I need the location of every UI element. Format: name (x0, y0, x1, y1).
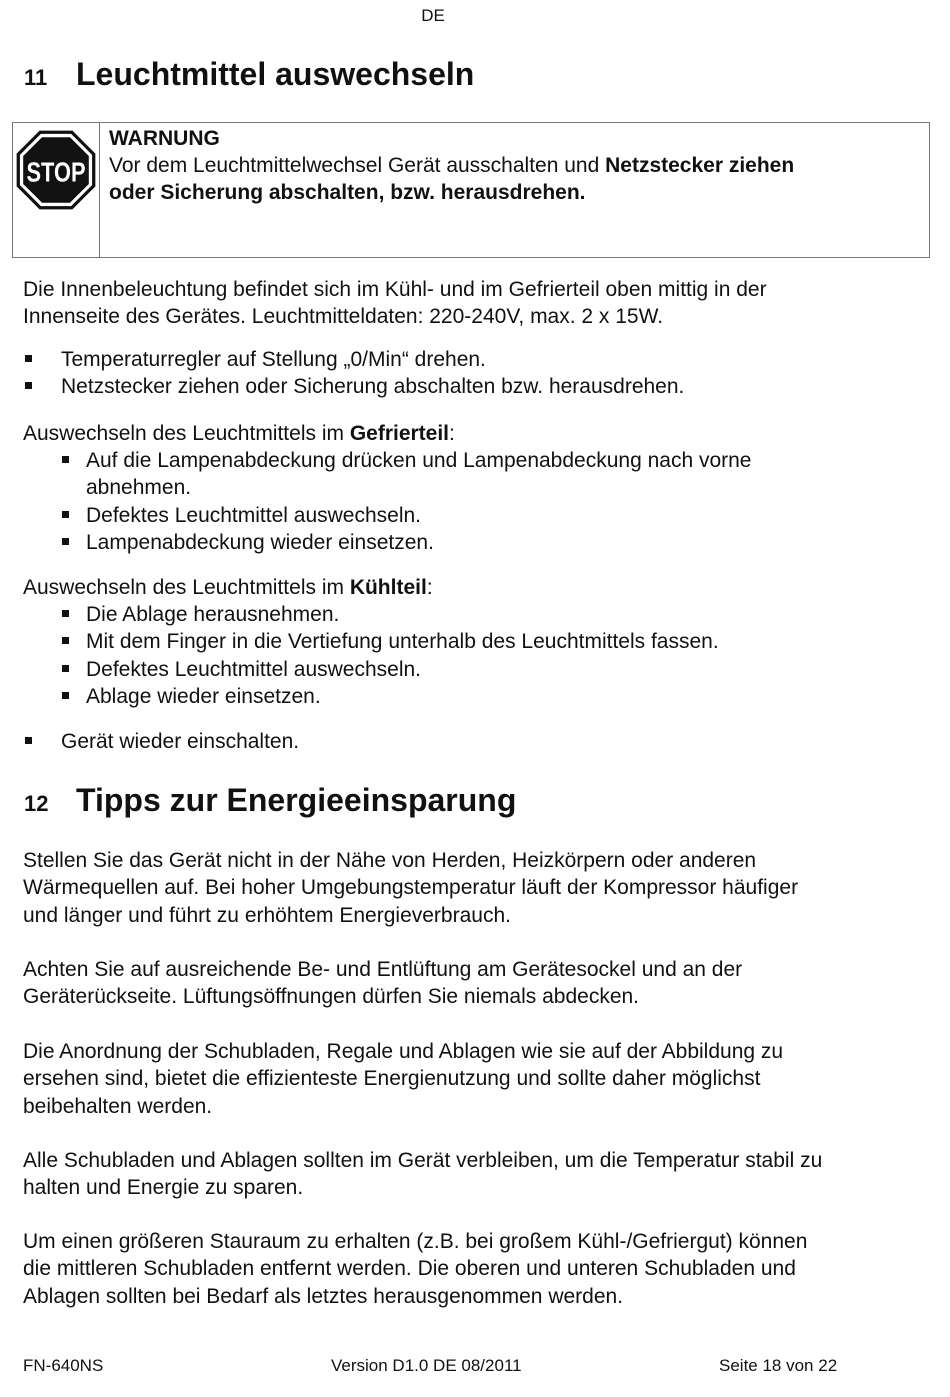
fridge-step-item: Ablage wieder einsetzen. (86, 685, 321, 708)
paragraph-line: ersehen sind, bietet die effizienteste Energienutzung und sollte daher möglichst (23, 1067, 761, 1091)
freezer-heading-suffix: : (449, 422, 455, 445)
bullet-icon (62, 538, 69, 545)
paragraph-line: die mittleren Schubladen entfernt werden. Die oberen und unteren Schubladen und (23, 1257, 796, 1281)
energy-paragraph (23, 847, 933, 929)
bullet-icon (62, 610, 69, 617)
bullet-icon (25, 737, 32, 744)
intro-line: Die Innenbeleuchtung befindet sich im Kühl- und im Gefrierteil oben mittig in der (23, 278, 767, 301)
paragraph-line: Ablagen sollten bei Bedarf als letztes herausgenommen werden. (23, 1284, 624, 1308)
bullet-icon (62, 665, 69, 672)
final-step-item: Gerät wieder einschalten. (61, 730, 300, 753)
fridge-heading (23, 574, 933, 601)
paragraph-line: Geräterückseite. Lüftungsöffnungen dürfen Sie niemals abdecken. (23, 985, 640, 1009)
section-12-heading (24, 782, 516, 819)
page-language-label: DE (421, 6, 445, 25)
bullet-icon (62, 511, 69, 518)
section-11-heading (24, 56, 474, 93)
freezer-heading (23, 420, 933, 447)
step-item: Temperaturregler auf Stellung „0/Min“ drehen. (61, 348, 486, 371)
footer-version: Version D1.0 DE 08/2011 (331, 1356, 522, 1375)
warning-box (12, 122, 930, 258)
footer-page-number: Seite 18 von 22 (719, 1356, 838, 1375)
paragraph-line: Wärmequellen auf. Bei hoher Umgebungstemperatur läuft der Kompressor häufiger (23, 876, 799, 900)
paragraph-line: beibehalten werden. (23, 1094, 213, 1118)
bullet-icon (62, 637, 69, 644)
fridge-heading-text: Auswechseln des Leuchtmittels im (23, 576, 350, 599)
energy-paragraph (23, 956, 933, 1011)
freezer-step-line: Auf die Lampenabdeckung drücken und Lampenabdeckung nach vorne (86, 449, 752, 472)
warning-box-divider (99, 123, 100, 257)
energy-paragraph (23, 1038, 933, 1120)
paragraph-line: halten und Energie zu sparen. (23, 1176, 304, 1200)
freezer-step-item: Defektes Leuchtmittel auswechseln. (86, 504, 422, 527)
intro-paragraph (23, 276, 933, 331)
freezer-heading-text: Auswechseln des Leuchtmittels im (23, 422, 350, 445)
fridge-step-item: Mit dem Finger in die Vertiefung unterhalb des Leuchtmittels fassen. (86, 630, 719, 653)
section-title: Tipps zur Energieeinsparung (76, 782, 517, 818)
warning-text-part: Vor dem Leuchtmittelwechsel Gerät ausschalten und (109, 154, 606, 177)
warning-text (109, 125, 919, 206)
bullet-icon (62, 692, 69, 699)
bullet-icon (25, 382, 32, 389)
paragraph-line: Achten Sie auf ausreichende Be- und Entlüftung am Gerätesockel und an der (23, 958, 743, 981)
stop-sign-icon (15, 129, 97, 211)
fridge-heading-suffix: : (426, 576, 433, 599)
paragraph-line: Um einen größeren Stauraum zu erhalten (z.B. bei großem Kühl-/Gefriergut) können (23, 1230, 808, 1253)
section-number: 11 (24, 65, 48, 90)
energy-paragraph (23, 1147, 933, 1202)
fridge-step-item: Die Ablage herausnehmen. (86, 603, 340, 626)
stop-sign-text: STOP (26, 156, 86, 188)
footer-model: FN-640NS (23, 1356, 104, 1375)
freezer-heading-bold: Gefrierteil (349, 422, 450, 445)
fridge-step-item: Defektes Leuchtmittel auswechseln. (86, 658, 422, 681)
freezer-step-item: Lampenabdeckung wieder einsetzen. (86, 531, 434, 554)
fridge-heading-bold: Kühlteil (349, 576, 427, 599)
paragraph-line: und länger und führt zu erhöhtem Energieverbrauch. (23, 903, 511, 927)
energy-paragraph (23, 1228, 933, 1310)
paragraph-line: Stellen Sie das Gerät nicht in der Nähe von Herden, Heizkörpern oder anderen (23, 849, 757, 872)
bullet-icon (62, 456, 69, 463)
intro-line: Innenseite des Gerätes. Leuchtmitteldaten: 220-240V, max. 2 x 15W. (23, 305, 664, 329)
bullet-icon (25, 355, 32, 362)
warning-line-2: oder Sicherung abschalten, bzw. herausdrehen. (109, 181, 586, 204)
paragraph-line: Die Anordnung der Schubladen, Regale und Ablagen wie sie auf der Abbildung zu (23, 1040, 784, 1063)
freezer-step-line: abnehmen. (86, 476, 192, 500)
step-item: Netzstecker ziehen oder Sicherung abschalten bzw. herausdrehen. (61, 375, 685, 398)
paragraph-line: Alle Schubladen und Ablagen sollten im Gerät verbleiben, um die Temperatur stabil zu (23, 1149, 823, 1172)
warning-line-1 (109, 152, 919, 179)
warning-bold-part: Netzstecker ziehen (605, 154, 795, 177)
section-number: 12 (24, 791, 49, 816)
warning-title: WARNUNG (109, 127, 220, 150)
freezer-step-item (86, 447, 752, 502)
section-title: Leuchtmittel auswechseln (76, 56, 475, 92)
